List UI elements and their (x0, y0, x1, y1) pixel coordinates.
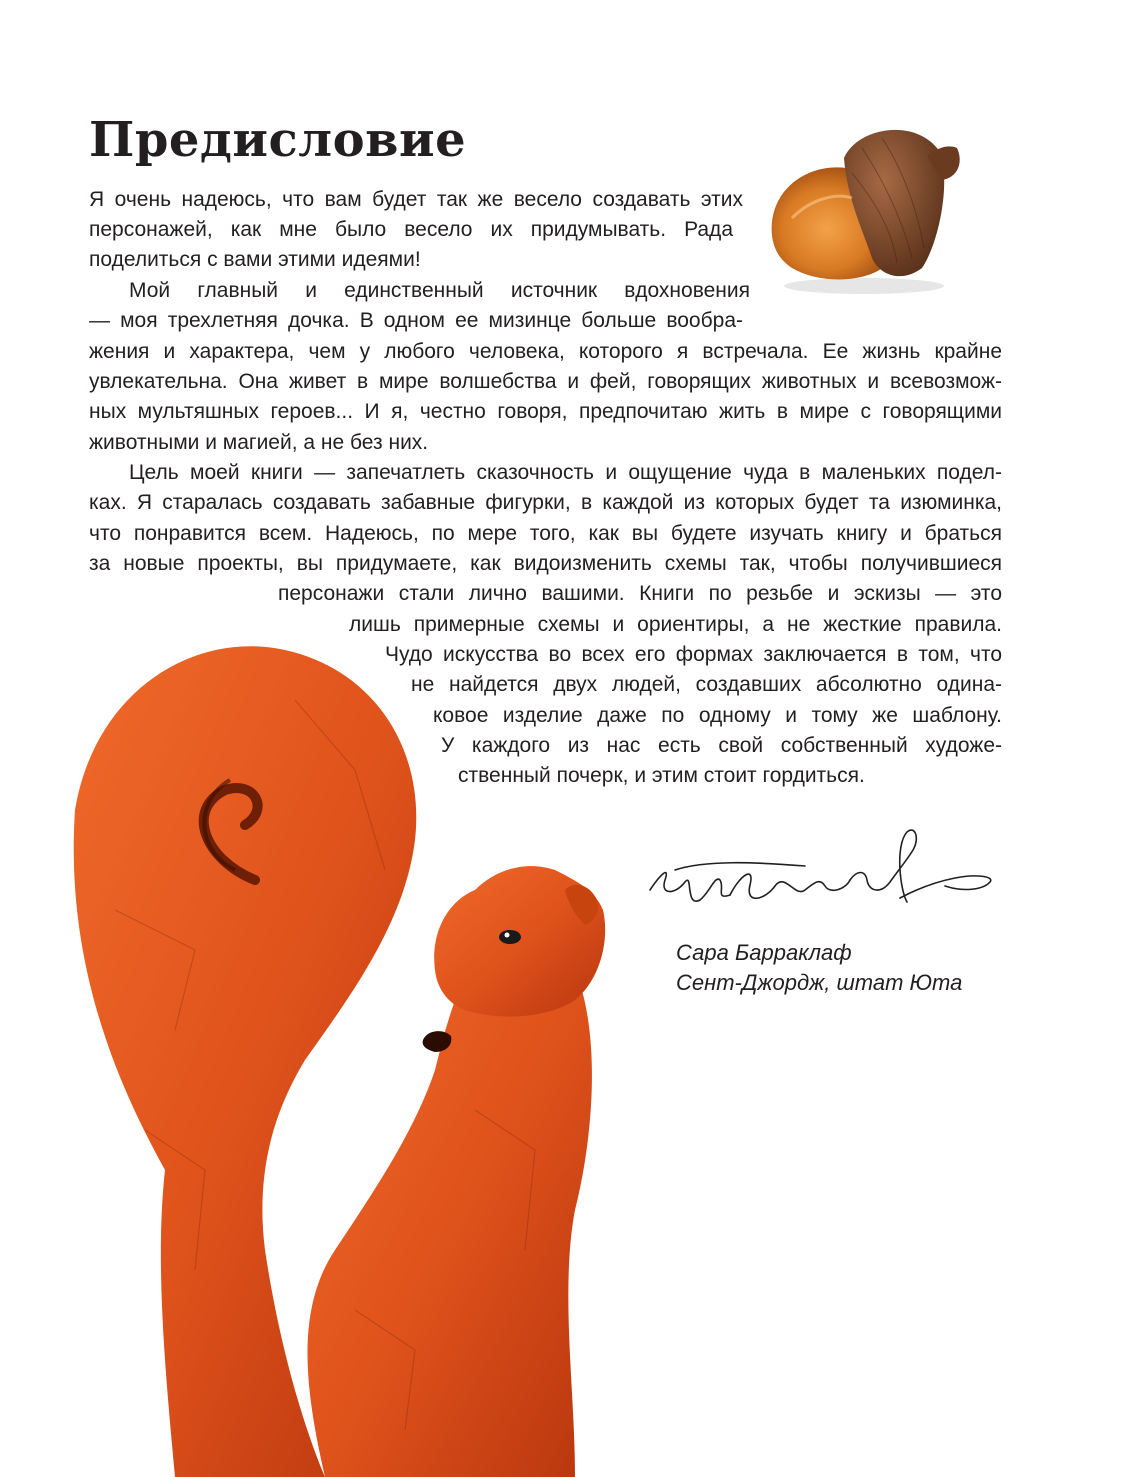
text-line: ственный почерк, и этим стоит гордиться. (458, 764, 865, 787)
text-line: Мой главный и единственный источник вдохновения (129, 279, 750, 302)
text-line: ковое изделие даже по одному и тому же шаблону. (433, 704, 1002, 727)
text-line: персонажей, как мне было весело их придумывать. Рада (89, 218, 733, 241)
text-line: — моя трехлетняя дочка. В одном ее мизинце больше вообра- (89, 309, 743, 332)
text-line: Цель моей книги — запечатлеть сказочность и ощущение чуда в маленьких подел- (129, 461, 1002, 484)
text-line: животными и магией, а не без них. (89, 431, 429, 454)
text-line: ных мультяшных героев... И я, честно говоря, предпочитаю жить в мире с говорящими (89, 400, 1002, 423)
signature-place: Сент-Джордж, штат Юта (676, 970, 963, 995)
text-line: что понравится всем. Надеюсь, по мере того, как вы будете изучать книгу и браться (89, 522, 1002, 545)
text-line: персонажи стали лично вашими. Книги по резьбе и эскизы — это (278, 582, 1002, 605)
text-line: увлекательна. Она живет в мире волшебства и фей, говорящих животных и всевозмож- (89, 370, 1002, 393)
text-line: лишь примерные схемы и ориентиры, а не жесткие правила. (349, 613, 1002, 636)
text-line: ках. Я старалась создавать забавные фигурки, в каждой из которых будет та изюминка, (89, 491, 1002, 514)
text-line: не найдется двух людей, создавших абсолютно одина- (411, 673, 1002, 696)
acorn-carving-icon (752, 118, 977, 298)
text-line: Чудо искусства во всех его формах заключается в том, что (385, 643, 1002, 666)
text-line: У каждого из нас есть свой собственный художе- (441, 734, 1002, 757)
text-line: за новые проекты, вы придумаете, как видоизменить схемы так, чтобы получившиеся (89, 552, 1002, 575)
signature-name: Сара Барраклаф (676, 940, 852, 965)
handwritten-signature-icon (645, 820, 1000, 925)
page-title: Предисловие (89, 112, 467, 168)
text-line: жения и характера, чем у любого человека, которого я встречала. Ее жизнь крайне (89, 340, 1002, 363)
text-line: поделиться с вами этими идеями! (89, 248, 421, 271)
text-line: Я очень надеюсь, что вам будет так же весело создавать этих (89, 188, 743, 211)
